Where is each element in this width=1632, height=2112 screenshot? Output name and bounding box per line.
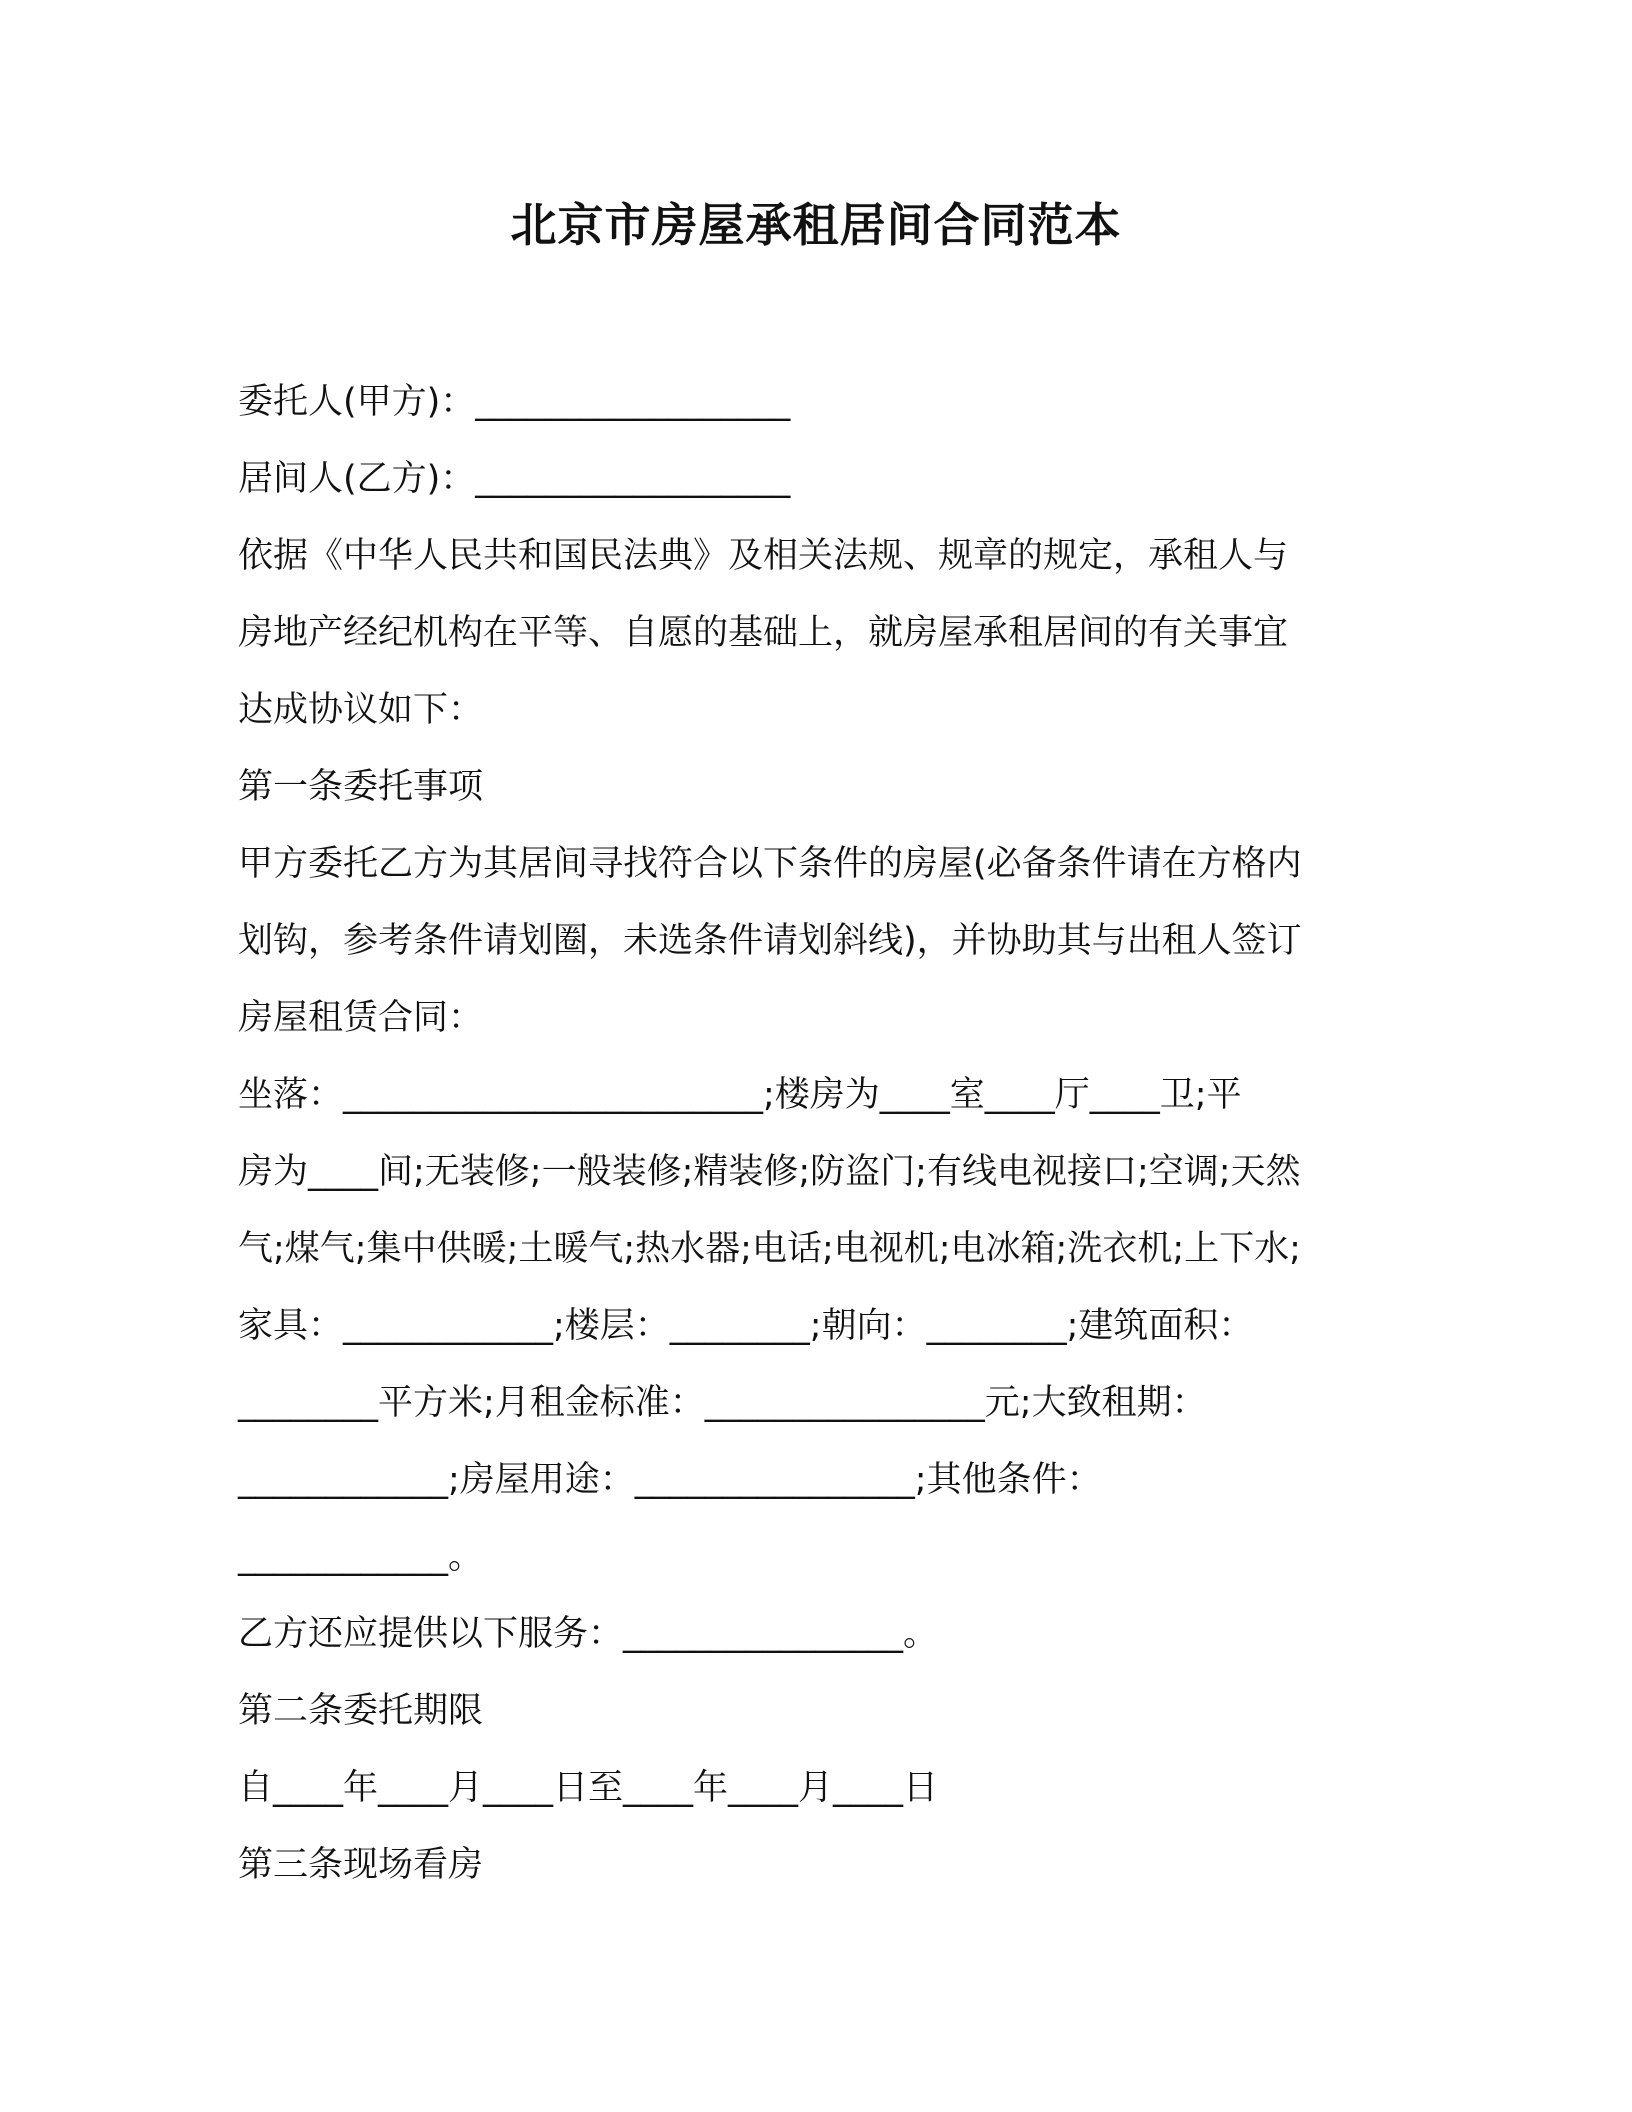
article-1-heading: 第一条委托事项 — [238, 767, 484, 807]
property-conditions-line-1: 坐落：________________________;楼房为____室____厅____卫;平 — [238, 1075, 1242, 1115]
party-a-line: 委托人(甲方)：__________________ — [238, 382, 791, 422]
property-conditions-line-3: 气;煤气;集中供暖;土暖气;热水器;电话;电视机;电冰箱;洗衣机;上下水; — [238, 1229, 1301, 1269]
preamble-line-3: 达成协议如下： — [238, 690, 484, 730]
additional-services-line: 乙方还应提供以下服务：________________。 — [238, 1614, 939, 1654]
document-title: 北京市房屋承租居间合同范本 — [510, 198, 1122, 252]
property-conditions-line-5: ________平方米;月租金标准：________________元;大致租期： — [238, 1383, 1207, 1423]
commission-period-line: 自____年____月____日至____年____月____日 — [238, 1768, 939, 1808]
article-1-paragraph-line-2: 划钩，参考条件请划圈，未选条件请划斜线)，并协助其与出租人签订 — [238, 921, 1302, 961]
property-conditions-line-6: ____________;房屋用途：________________;其他条件： — [238, 1460, 1102, 1500]
party-b-line: 居间人(乙方)：__________________ — [238, 459, 791, 499]
property-conditions-line-2: 房为____间;无装修;一般装修;精装修;防盗门;有线电视接口;空调;天然 — [238, 1152, 1301, 1192]
preamble-line-1: 依据《中华人民共和国民法典》及相关法规、规章的规定，承租人与 — [238, 536, 1289, 576]
property-conditions-line-4: 家具：____________;楼层：________;朝向：________;建筑面积： — [238, 1306, 1254, 1346]
article-1-paragraph-line-3: 房屋租赁合同： — [238, 998, 484, 1038]
article-3-heading: 第三条现场看房 — [238, 1845, 484, 1885]
preamble-line-2: 房地产经纪机构在平等、自愿的基础上，就房屋承租居间的有关事宜 — [238, 613, 1289, 653]
article-1-paragraph-line-1: 甲方委托乙方为其居间寻找符合以下条件的房屋(必备条件请在方格内 — [238, 844, 1302, 884]
contract-body — [238, 364, 1398, 1904]
property-conditions-line-7: ____________。 — [238, 1537, 484, 1577]
article-2-heading: 第二条委托期限 — [238, 1691, 484, 1731]
